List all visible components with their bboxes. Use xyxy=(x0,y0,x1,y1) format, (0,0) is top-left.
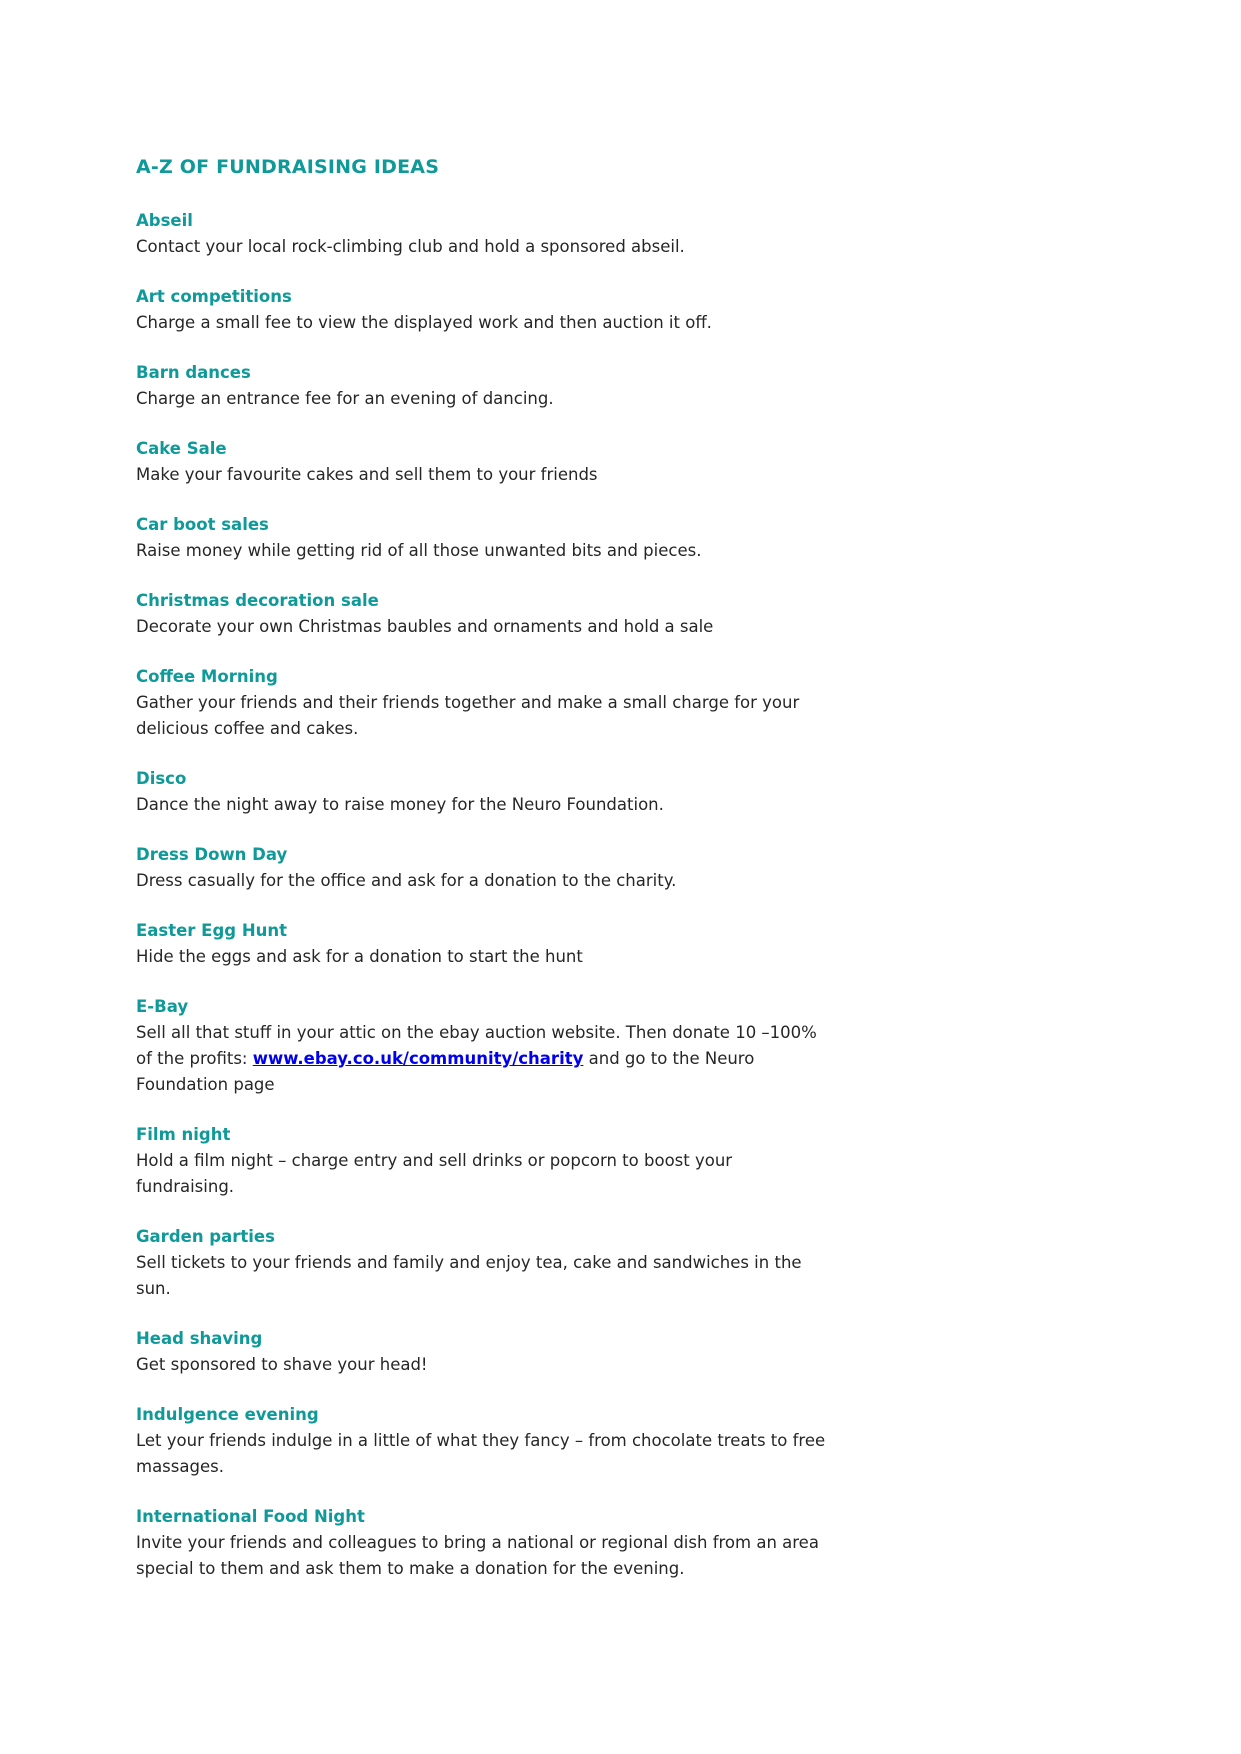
section-body xyxy=(136,1352,1141,1378)
section-body xyxy=(136,1530,1141,1582)
fundraising-section xyxy=(136,918,1141,970)
section-heading: Art competitions xyxy=(136,287,292,306)
fundraising-section xyxy=(136,284,1141,336)
fundraising-section xyxy=(136,842,1141,894)
body-line: Let your friends indulge in a little of what they fancy – from chocolate treats to free xyxy=(136,1431,826,1450)
fundraising-section xyxy=(136,1122,1141,1200)
body-line: massages. xyxy=(136,1457,224,1476)
section-heading: Head shaving xyxy=(136,1329,263,1348)
section-body xyxy=(136,538,1141,564)
fundraising-section xyxy=(136,436,1141,488)
body-line: Make your favourite cakes and sell them to your friends xyxy=(136,465,598,484)
ebay-charity-link[interactable]: www.ebay.co.uk/community/charity xyxy=(252,1049,584,1068)
fundraising-section xyxy=(136,1504,1141,1582)
page-title: A-Z OF FUNDRAISING IDEAS xyxy=(136,156,440,178)
section-body xyxy=(136,1250,1141,1302)
body-line: Gather your friends and their friends together and make a small charge for your xyxy=(136,693,800,712)
section-heading: Barn dances xyxy=(136,363,251,382)
section-heading: Disco xyxy=(136,769,187,788)
fundraising-section xyxy=(136,766,1141,818)
section-body xyxy=(136,1020,1141,1098)
fundraising-section xyxy=(136,588,1141,640)
body-line: sun. xyxy=(136,1279,171,1298)
body-line: Dance the night away to raise money for the Neuro Foundation. xyxy=(136,795,664,814)
body-line: Decorate your own Christmas baubles and ornaments and hold a sale xyxy=(136,617,714,636)
section-heading: Easter Egg Hunt xyxy=(136,921,288,940)
body-line: Charge a small fee to view the displayed work and then auction it off. xyxy=(136,313,712,332)
section-body xyxy=(136,690,1141,742)
body-line: Dress casually for the office and ask for a donation to the charity. xyxy=(136,871,677,890)
body-line xyxy=(136,1046,1141,1072)
fundraising-section xyxy=(136,208,1141,260)
fundraising-section xyxy=(136,994,1141,1098)
body-line: Charge an entrance fee for an evening of dancing. xyxy=(136,389,554,408)
section-body xyxy=(136,310,1141,336)
section-heading: Film night xyxy=(136,1125,231,1144)
section-heading: Christmas decoration sale xyxy=(136,591,379,610)
fundraising-section xyxy=(136,512,1141,564)
body-line: Foundation page xyxy=(136,1075,275,1094)
body-line: Raise money while getting rid of all those unwanted bits and pieces. xyxy=(136,541,702,560)
fundraising-section xyxy=(136,1402,1141,1480)
fundraising-section xyxy=(136,1224,1141,1302)
sections xyxy=(136,208,1141,1582)
fundraising-section xyxy=(136,664,1141,742)
body-line: Hide the eggs and ask for a donation to start the hunt xyxy=(136,947,583,966)
section-heading: Garden parties xyxy=(136,1227,275,1246)
section-body xyxy=(136,944,1141,970)
body-line: Get sponsored to shave your head! xyxy=(136,1355,428,1374)
body-line: Sell tickets to your friends and family and enjoy tea, cake and sandwiches in the xyxy=(136,1253,802,1272)
section-heading: International Food Night xyxy=(136,1507,365,1526)
section-heading: Indulgence evening xyxy=(136,1405,319,1424)
body-line: Contact your local rock-climbing club and hold a sponsored abseil. xyxy=(136,237,685,256)
section-heading: Cake Sale xyxy=(136,439,227,458)
body-line: fundraising. xyxy=(136,1177,235,1196)
body-text: of the profits: xyxy=(136,1049,253,1068)
section-body xyxy=(136,868,1141,894)
section-heading: Car boot sales xyxy=(136,515,269,534)
section-heading: Coffee Morning xyxy=(136,667,278,686)
fundraising-section xyxy=(136,360,1141,412)
section-heading: Dress Down Day xyxy=(136,845,288,864)
body-text: and go to the Neuro xyxy=(583,1049,755,1068)
body-line: Hold a film night – charge entry and sell drinks or popcorn to boost your xyxy=(136,1151,733,1170)
section-body xyxy=(136,386,1141,412)
body-line: special to them and ask them to make a donation for the evening. xyxy=(136,1559,685,1578)
section-body xyxy=(136,614,1141,640)
section-body xyxy=(136,1428,1141,1480)
section-body xyxy=(136,792,1141,818)
section-heading: E-Bay xyxy=(136,997,189,1016)
body-line: Sell all that stuff in your attic on the ebay auction website. Then donate 10 –100% xyxy=(136,1023,817,1042)
body-line: delicious coffee and cakes. xyxy=(136,719,359,738)
section-heading: Abseil xyxy=(136,211,193,230)
section-body xyxy=(136,1148,1141,1200)
section-body xyxy=(136,462,1141,488)
body-line: Invite your friends and colleagues to bring a national or regional dish from an area xyxy=(136,1533,819,1552)
section-body xyxy=(136,234,1141,260)
fundraising-section xyxy=(136,1326,1141,1378)
